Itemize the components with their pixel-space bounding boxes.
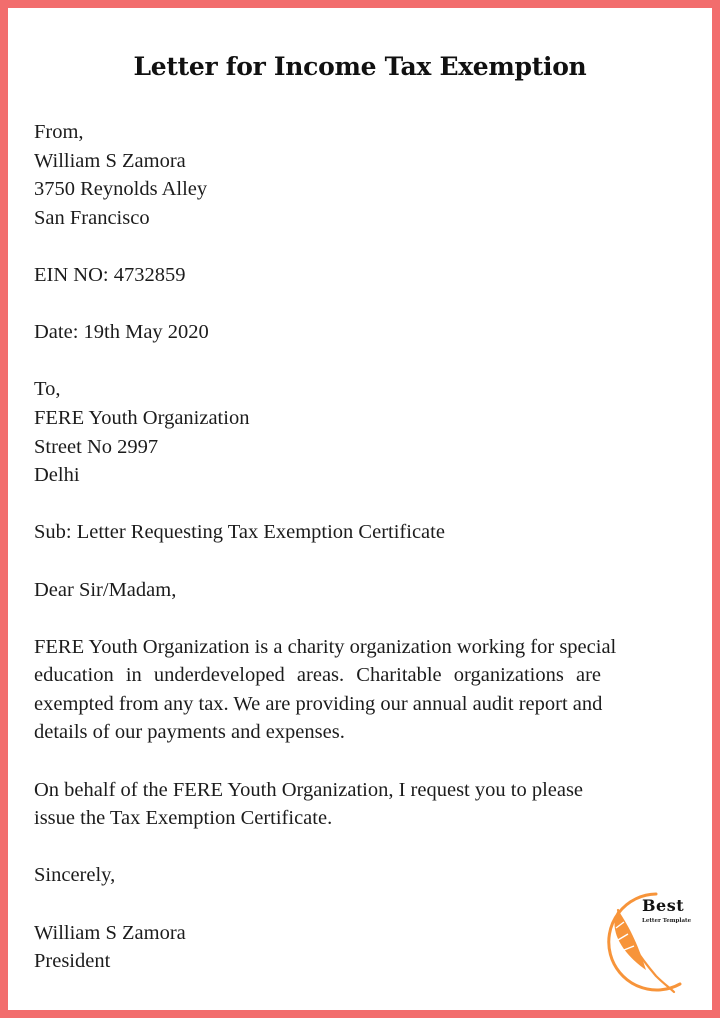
sender-label: From,: [34, 121, 84, 143]
recipient-city: Delhi: [34, 464, 80, 487]
salutation: Dear Sir/Madam,: [34, 578, 177, 601]
recipient-name: FERE Youth Organization: [34, 406, 250, 429]
paragraph-line: exempted from any tax. We are providing our annual audit report and: [34, 692, 603, 715]
subject-line: Sub: Letter Requesting Tax Exemption Certificate: [34, 521, 445, 544]
recipient-street: Street No 2997: [34, 435, 159, 458]
signature-name: William S Zamora: [34, 921, 186, 944]
sender-city: San Francisco: [34, 206, 150, 229]
paragraph-line: issue the Tax Exemption Certificate.: [34, 807, 333, 830]
signature-role: President: [34, 950, 111, 973]
ein-number: EIN NO: 4732859: [34, 263, 186, 286]
logo-word: Best: [642, 896, 685, 915]
sender-name: William S Zamora: [34, 149, 186, 172]
letter-body: [34, 118, 694, 976]
letter-title: Letter for Income Tax Exemption: [133, 52, 587, 81]
sender-block: [34, 118, 694, 232]
recipient-block: [34, 375, 694, 489]
paragraph-2: [34, 776, 694, 833]
paragraph-line: On behalf of the FERE Youth Organization, I request you to please: [34, 778, 584, 801]
letter-date: Date: 19th May 2020: [34, 321, 209, 344]
paragraph-line: FERE Youth Organization is a charity organization working for special: [34, 635, 617, 658]
paragraph-1: [34, 633, 694, 747]
closing: Sincerely,: [34, 864, 116, 887]
paragraph-line: education in underdeveloped areas. Charitable organizations are: [34, 664, 602, 687]
best-letter-template-logo: [594, 888, 704, 998]
logo-tagline: Letter Template: [642, 918, 692, 924]
recipient-label: To,: [34, 378, 61, 401]
paragraph-line: details of our payments and expenses.: [34, 721, 345, 744]
sender-street: 3750 Reynolds Alley: [34, 178, 208, 201]
